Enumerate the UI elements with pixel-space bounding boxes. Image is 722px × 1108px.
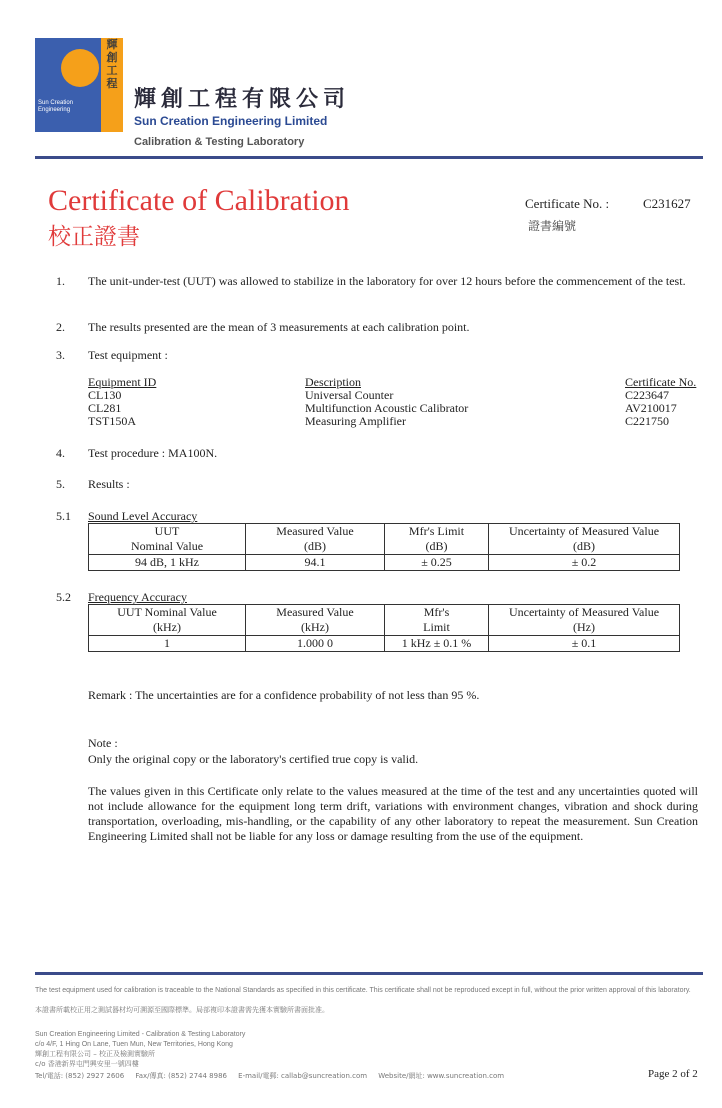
footer-fax: Fax/傳真: (852) 2744 8986 bbox=[135, 1072, 227, 1080]
logo-char: 程 bbox=[106, 77, 118, 90]
table-cell: 1 bbox=[89, 636, 246, 652]
company-name-en: Sun Creation Engineering Limited bbox=[134, 114, 328, 128]
equipment-cert-no: C221750 bbox=[625, 414, 670, 428]
logo-char: 創 bbox=[106, 51, 118, 64]
header-line: (dB) bbox=[304, 539, 326, 553]
logo-char: 工 bbox=[106, 64, 118, 77]
item-text: Results : bbox=[88, 477, 130, 491]
equipment-id: CL281 bbox=[88, 401, 122, 415]
table-header-cell bbox=[89, 524, 246, 555]
logo-sun-mark bbox=[61, 49, 99, 87]
sound-level-table bbox=[88, 523, 680, 571]
table-row bbox=[89, 636, 680, 652]
header-line: UUT bbox=[154, 524, 180, 538]
equipment-id: TST150A bbox=[88, 414, 136, 428]
footer-address: Sun Creation Engineering Limited - Calibration & Testing Laboratory bbox=[35, 1031, 246, 1038]
header-line: Uncertainty of Measured Value bbox=[508, 605, 660, 619]
equipment-description: Universal Counter bbox=[305, 388, 394, 402]
table-cell: 94 dB, 1 kHz bbox=[89, 555, 246, 571]
footer-divider bbox=[35, 972, 703, 975]
footer-tel: Tel/電話: (852) 2927 2606 bbox=[35, 1072, 125, 1080]
lab-name: Calibration & Testing Laboratory bbox=[134, 136, 305, 148]
footer-address-cn: 輝創工程有限公司 – 校正及檢測實驗所 bbox=[35, 1050, 155, 1058]
header-line: (kHz) bbox=[301, 620, 329, 634]
certificate-no-cn: 證書編號 bbox=[528, 219, 577, 233]
table-header-row bbox=[89, 605, 680, 636]
table-header-cell bbox=[246, 524, 385, 555]
header-line: Measured Value bbox=[276, 524, 354, 538]
remark: Remark : The uncertainties are for a confidence probability of not less than 95 %. bbox=[88, 688, 480, 702]
table-cell: ± 0.25 bbox=[385, 555, 489, 571]
footer-contacts bbox=[35, 1072, 645, 1081]
certificate-no-value: C231627 bbox=[643, 196, 691, 211]
table-cell: ± 0.2 bbox=[489, 555, 680, 571]
logo-char: 輝 bbox=[106, 38, 118, 51]
header-divider bbox=[35, 156, 703, 159]
table-cell: 94.1 bbox=[246, 555, 385, 571]
table-header-cell bbox=[489, 605, 680, 636]
logo-strip bbox=[101, 38, 123, 132]
section-number: 5.1 bbox=[56, 509, 71, 523]
footer-traceability: The test equipment used for calibration is traceable to the National Standards as specified in this certificate. This certificate shall not be reproduced except in full, without the prior written approval of this laboratory. bbox=[35, 987, 691, 994]
frequency-table bbox=[88, 604, 680, 652]
equipment-cert-header: Certificate No. bbox=[625, 375, 697, 389]
item-number: 4. bbox=[56, 446, 65, 460]
table-header-cell bbox=[489, 524, 680, 555]
company-logo bbox=[35, 38, 123, 132]
item-number: 5. bbox=[56, 477, 65, 491]
company-name-cn: 輝創工程有限公司 bbox=[134, 87, 351, 112]
header-line: (dB) bbox=[573, 539, 595, 553]
disclaimer: The values given in this Certificate only relate to the values measured at the time of the test and any uncertainties quoted will not include allowance for the equipment long term drift, variations with environment changes, vibration and shock during transportation, overloading, mis-handling, or the capability of any other laboratory to repeat the measurement. Sun Creation Engineering Limited shall not be liable for any loss or damage resulting from the use of the equipment. bbox=[88, 784, 698, 843]
header-line: Uncertainty of Measured Value bbox=[508, 524, 660, 538]
footer-website: Website/網址: www.suncreation.com bbox=[378, 1072, 505, 1080]
equipment-cert-no: C223647 bbox=[625, 388, 670, 402]
header-line: Mfr's bbox=[423, 605, 450, 619]
item-text: The unit-under-test (UUT) was allowed to stabilize in the laboratory for over 12 hours before the commencement of the test. bbox=[88, 274, 686, 288]
header-line: (kHz) bbox=[153, 620, 181, 634]
footer-email: E-mail/電郵: callab@suncreation.com bbox=[238, 1072, 368, 1080]
certificate-no-label: Certificate No. : bbox=[525, 196, 610, 211]
section-number: 5.2 bbox=[56, 590, 71, 604]
section-title: Sound Level Accuracy bbox=[88, 509, 198, 523]
equipment-cert-no: AV210017 bbox=[625, 401, 677, 415]
table-header-cell bbox=[246, 605, 385, 636]
equipment-id: CL130 bbox=[88, 388, 122, 402]
certificate-title-cn: 校正證書 bbox=[48, 224, 140, 250]
header-line: Mfr's Limit bbox=[408, 524, 465, 538]
table-cell: ± 0.1 bbox=[489, 636, 680, 652]
table-header-row bbox=[89, 524, 680, 555]
footer-traceability-cn: 本證書所載校正用之測試器材均可溯源至國際標準。局部複印本證書需先獲本實驗所書面批准。 bbox=[35, 1006, 329, 1014]
item-number: 1. bbox=[56, 274, 65, 288]
equipment-description-column bbox=[305, 376, 468, 428]
equipment-id-header: Equipment ID bbox=[88, 375, 157, 389]
header-line: Limit bbox=[423, 620, 450, 634]
header-line: Nominal Value bbox=[130, 539, 204, 553]
header-line: (Hz) bbox=[573, 620, 595, 634]
table-header-cell bbox=[89, 605, 246, 636]
section-title: Frequency Accuracy bbox=[88, 590, 187, 604]
equipment-id-column bbox=[88, 376, 156, 428]
item-text: Test procedure : MA100N. bbox=[88, 446, 218, 460]
equipment-description-header: Description bbox=[305, 375, 361, 389]
equipment-description: Multifunction Acoustic Calibrator bbox=[305, 401, 469, 415]
table-cell: 1.000 0 bbox=[246, 636, 385, 652]
certificate-title: Certificate of Calibration bbox=[48, 184, 350, 217]
page-number: Page 2 of 2 bbox=[648, 1068, 698, 1080]
item-number: 3. bbox=[56, 348, 65, 362]
table-row bbox=[89, 555, 680, 571]
note-text: Only the original copy or the laboratory's certified true copy is valid. bbox=[88, 752, 419, 766]
logo-text: Sun Creation Engineering bbox=[38, 100, 74, 113]
table-header-cell bbox=[385, 524, 489, 555]
header-line: Measured Value bbox=[276, 605, 354, 619]
note-label: Note : bbox=[88, 736, 118, 750]
header-line: UUT Nominal Value bbox=[117, 605, 217, 619]
table-header-cell bbox=[385, 605, 489, 636]
equipment-cert-column bbox=[625, 376, 696, 428]
header-line: (dB) bbox=[425, 539, 448, 553]
item-text: Test equipment : bbox=[88, 348, 168, 362]
footer-address: c/o 4/F, 1 Hing On Lane, Tuen Mun, New Territories, Hong Kong bbox=[35, 1041, 233, 1048]
item-number: 2. bbox=[56, 320, 65, 334]
table-cell: 1 kHz ± 0.1 % bbox=[385, 636, 489, 652]
equipment-description: Measuring Amplifier bbox=[305, 414, 406, 428]
footer-address-cn: c/o 香港新界屯門興安里一號四樓 bbox=[35, 1060, 139, 1068]
item-text: The results presented are the mean of 3 measurements at each calibration point. bbox=[88, 320, 470, 334]
